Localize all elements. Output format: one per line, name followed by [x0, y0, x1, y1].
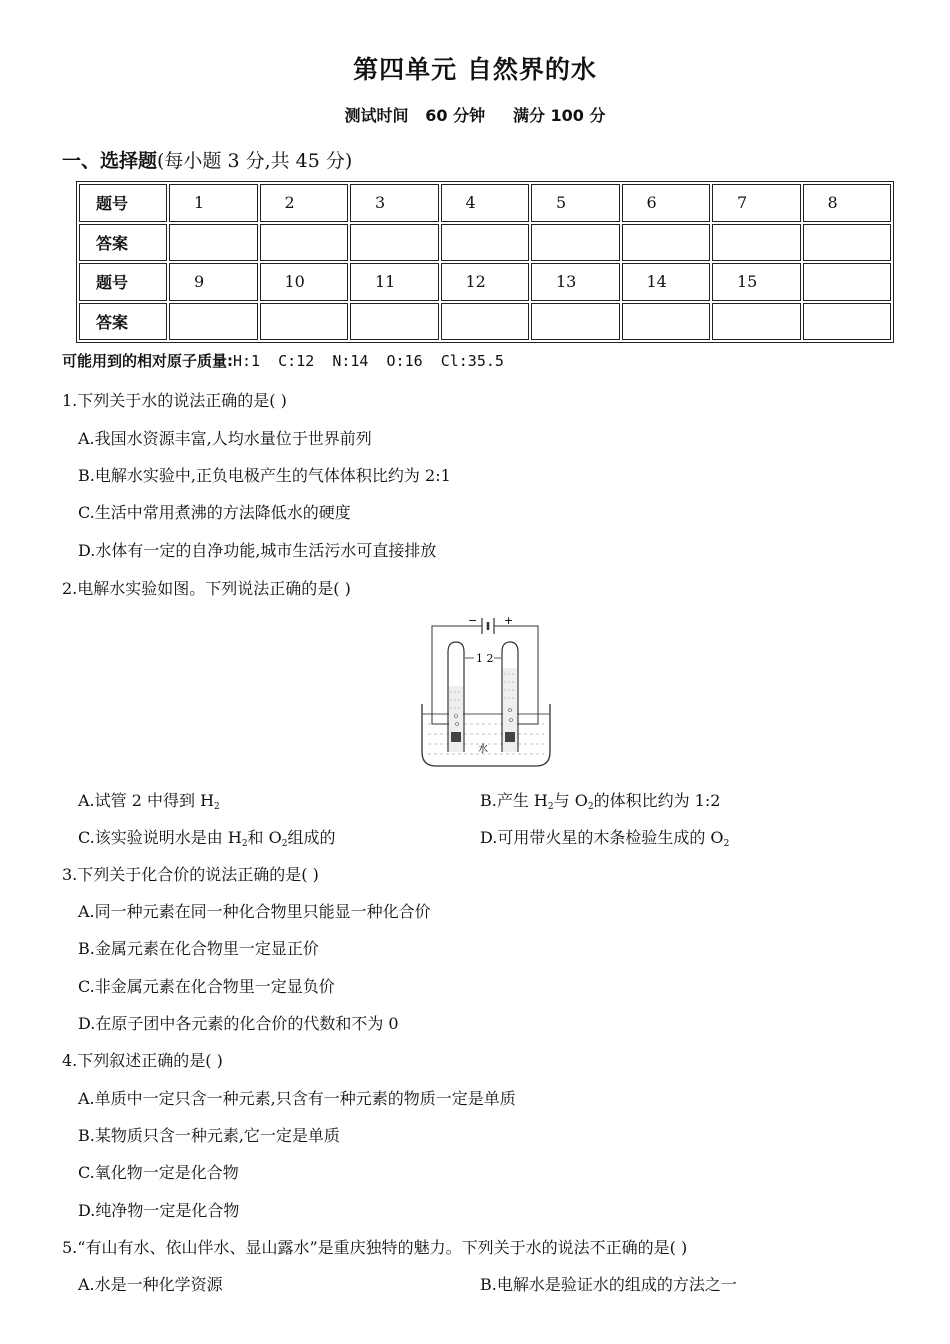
answer-cell[interactable]: [169, 224, 258, 262]
question-1-stem: 1.下列关于水的说法正确的是( ): [62, 391, 287, 410]
answer-cell[interactable]: [350, 303, 439, 341]
row-label-answer: 答案: [79, 224, 167, 262]
table-cell-number: 6: [622, 184, 711, 222]
electrolysis-apparatus-image: [418, 612, 554, 772]
question-4-option-b: B.某物质只含一种元素,它一定是单质: [78, 1126, 340, 1145]
question-3-stem: 3.下列关于化合价的说法正确的是( ): [62, 865, 319, 884]
minus-sign: −: [468, 614, 478, 627]
question-2-option-c: C.该实验说明水是由 $H_2$和 $O_2$组成的: [78, 828, 336, 849]
table-cell-number: 9: [169, 263, 258, 301]
answer-cell[interactable]: [531, 224, 620, 262]
question-2-option-b: B.产生 $H_2$与 $O_2$的体积比约为 1:2: [480, 791, 721, 812]
table-cell-number: 15: [712, 263, 801, 301]
table-cell-number: 11: [350, 263, 439, 301]
section-note: (每小题 3 分,共 45 分): [157, 150, 353, 172]
table-cell-number: 10: [260, 263, 349, 301]
table-cell-number: 14: [622, 263, 711, 301]
table-row: [79, 184, 891, 222]
question-1-option-a: A.我国水资源丰富,人均水量位于世界前列: [78, 429, 372, 448]
atomic-mass-label: 可能用到的相对原子质量:: [62, 352, 233, 370]
answer-cell[interactable]: [803, 224, 892, 262]
answer-cell[interactable]: [350, 224, 439, 262]
question-5-option-b: B.电解水是验证水的组成的方法之一: [480, 1275, 737, 1294]
question-3-option-b: B.金属元素在化合物里一定显正价: [78, 939, 319, 958]
table-cell-number: 8: [803, 184, 892, 222]
question-5-stem: 5.“有山有水、依山伴水、显山露水”是重庆独特的魅力。下列关于水的说法不正确的是( ): [62, 1238, 688, 1257]
table-cell-number: 1: [169, 184, 258, 222]
question-4-option-c: C.氧化物一定是化合物: [78, 1163, 239, 1182]
table-row: [79, 303, 891, 341]
answer-cell[interactable]: [169, 303, 258, 341]
question-2-stem: 2.电解水实验如图。下列说法正确的是( ): [62, 579, 351, 598]
table-cell-number: 4: [441, 184, 530, 222]
table-cell-number: 2: [260, 184, 349, 222]
atomic-mass-line: [62, 350, 504, 371]
tube-labels: 1 2: [476, 652, 494, 665]
question-3-option-d: D.在原子团中各元素的化合价的代数和不为 0: [78, 1014, 399, 1033]
question-3-option-c: C.非金属元素在化合物里一定显负价: [78, 977, 335, 996]
section-heading: [62, 146, 352, 173]
page-title: 第四单元 自然界的水: [353, 55, 597, 84]
electrolysis-diagram: [418, 612, 554, 776]
answer-cell[interactable]: [622, 224, 711, 262]
question-2-option-a: A.试管 2 中得到 $H_2$: [78, 791, 220, 812]
table-cell-number: 3: [350, 184, 439, 222]
table-cell-number: 5: [531, 184, 620, 222]
question-1-option-b: B.电解水实验中,正负电极产生的气体体积比约为 2:1: [78, 466, 451, 485]
row-label-number: 题号: [79, 184, 167, 222]
test-info: [0, 103, 950, 126]
question-3-option-a: A.同一种元素在同一种化合物里只能显一种化合价: [78, 902, 431, 921]
answer-cell[interactable]: [260, 224, 349, 262]
row-label-answer: 答案: [79, 303, 167, 341]
question-4-option-d: D.纯净物一定是化合物: [78, 1201, 240, 1220]
question-1-option-d: D.水体有一定的自净功能,城市生活污水可直接排放: [78, 541, 437, 560]
row-label-number: 题号: [79, 263, 167, 301]
water-label: 水: [478, 744, 488, 755]
question-4-option-a: A.单质中一定只含一种元素,只含有一种元素的物质一定是单质: [78, 1089, 516, 1108]
question-4-stem: 4.下列叙述正确的是( ): [62, 1051, 223, 1070]
table-cell-number: 7: [712, 184, 801, 222]
plus-sign: +: [504, 614, 514, 627]
time-value: 60 分钟: [425, 106, 486, 125]
question-2-option-d: D.可用带火星的木条检验生成的 $O_2$: [480, 828, 730, 849]
section-title: 一、选择题: [62, 150, 158, 172]
answer-cell[interactable]: [712, 303, 801, 341]
answer-cell[interactable]: [441, 303, 530, 341]
answer-table: [76, 181, 894, 343]
table-cell-number: 13: [531, 263, 620, 301]
time-label: 测试时间: [344, 106, 409, 125]
table-row: [79, 263, 891, 301]
answer-cell[interactable]: [531, 303, 620, 341]
answer-cell[interactable]: [803, 303, 892, 341]
table-cell-number: [803, 263, 892, 301]
answer-cell[interactable]: [622, 303, 711, 341]
question-1-option-c: C.生活中常用煮沸的方法降低水的硬度: [78, 503, 351, 522]
score-label: 满分 100 分: [512, 106, 606, 125]
answer-cell[interactable]: [441, 224, 530, 262]
table-row: [79, 224, 891, 262]
answer-cell[interactable]: [712, 224, 801, 262]
answer-cell[interactable]: [260, 303, 349, 341]
question-5-option-a: A.水是一种化学资源: [78, 1275, 223, 1294]
table-cell-number: 12: [441, 263, 530, 301]
atomic-mass-values: H:1 C:12 N:14 O:16 Cl:35.5: [233, 352, 504, 370]
